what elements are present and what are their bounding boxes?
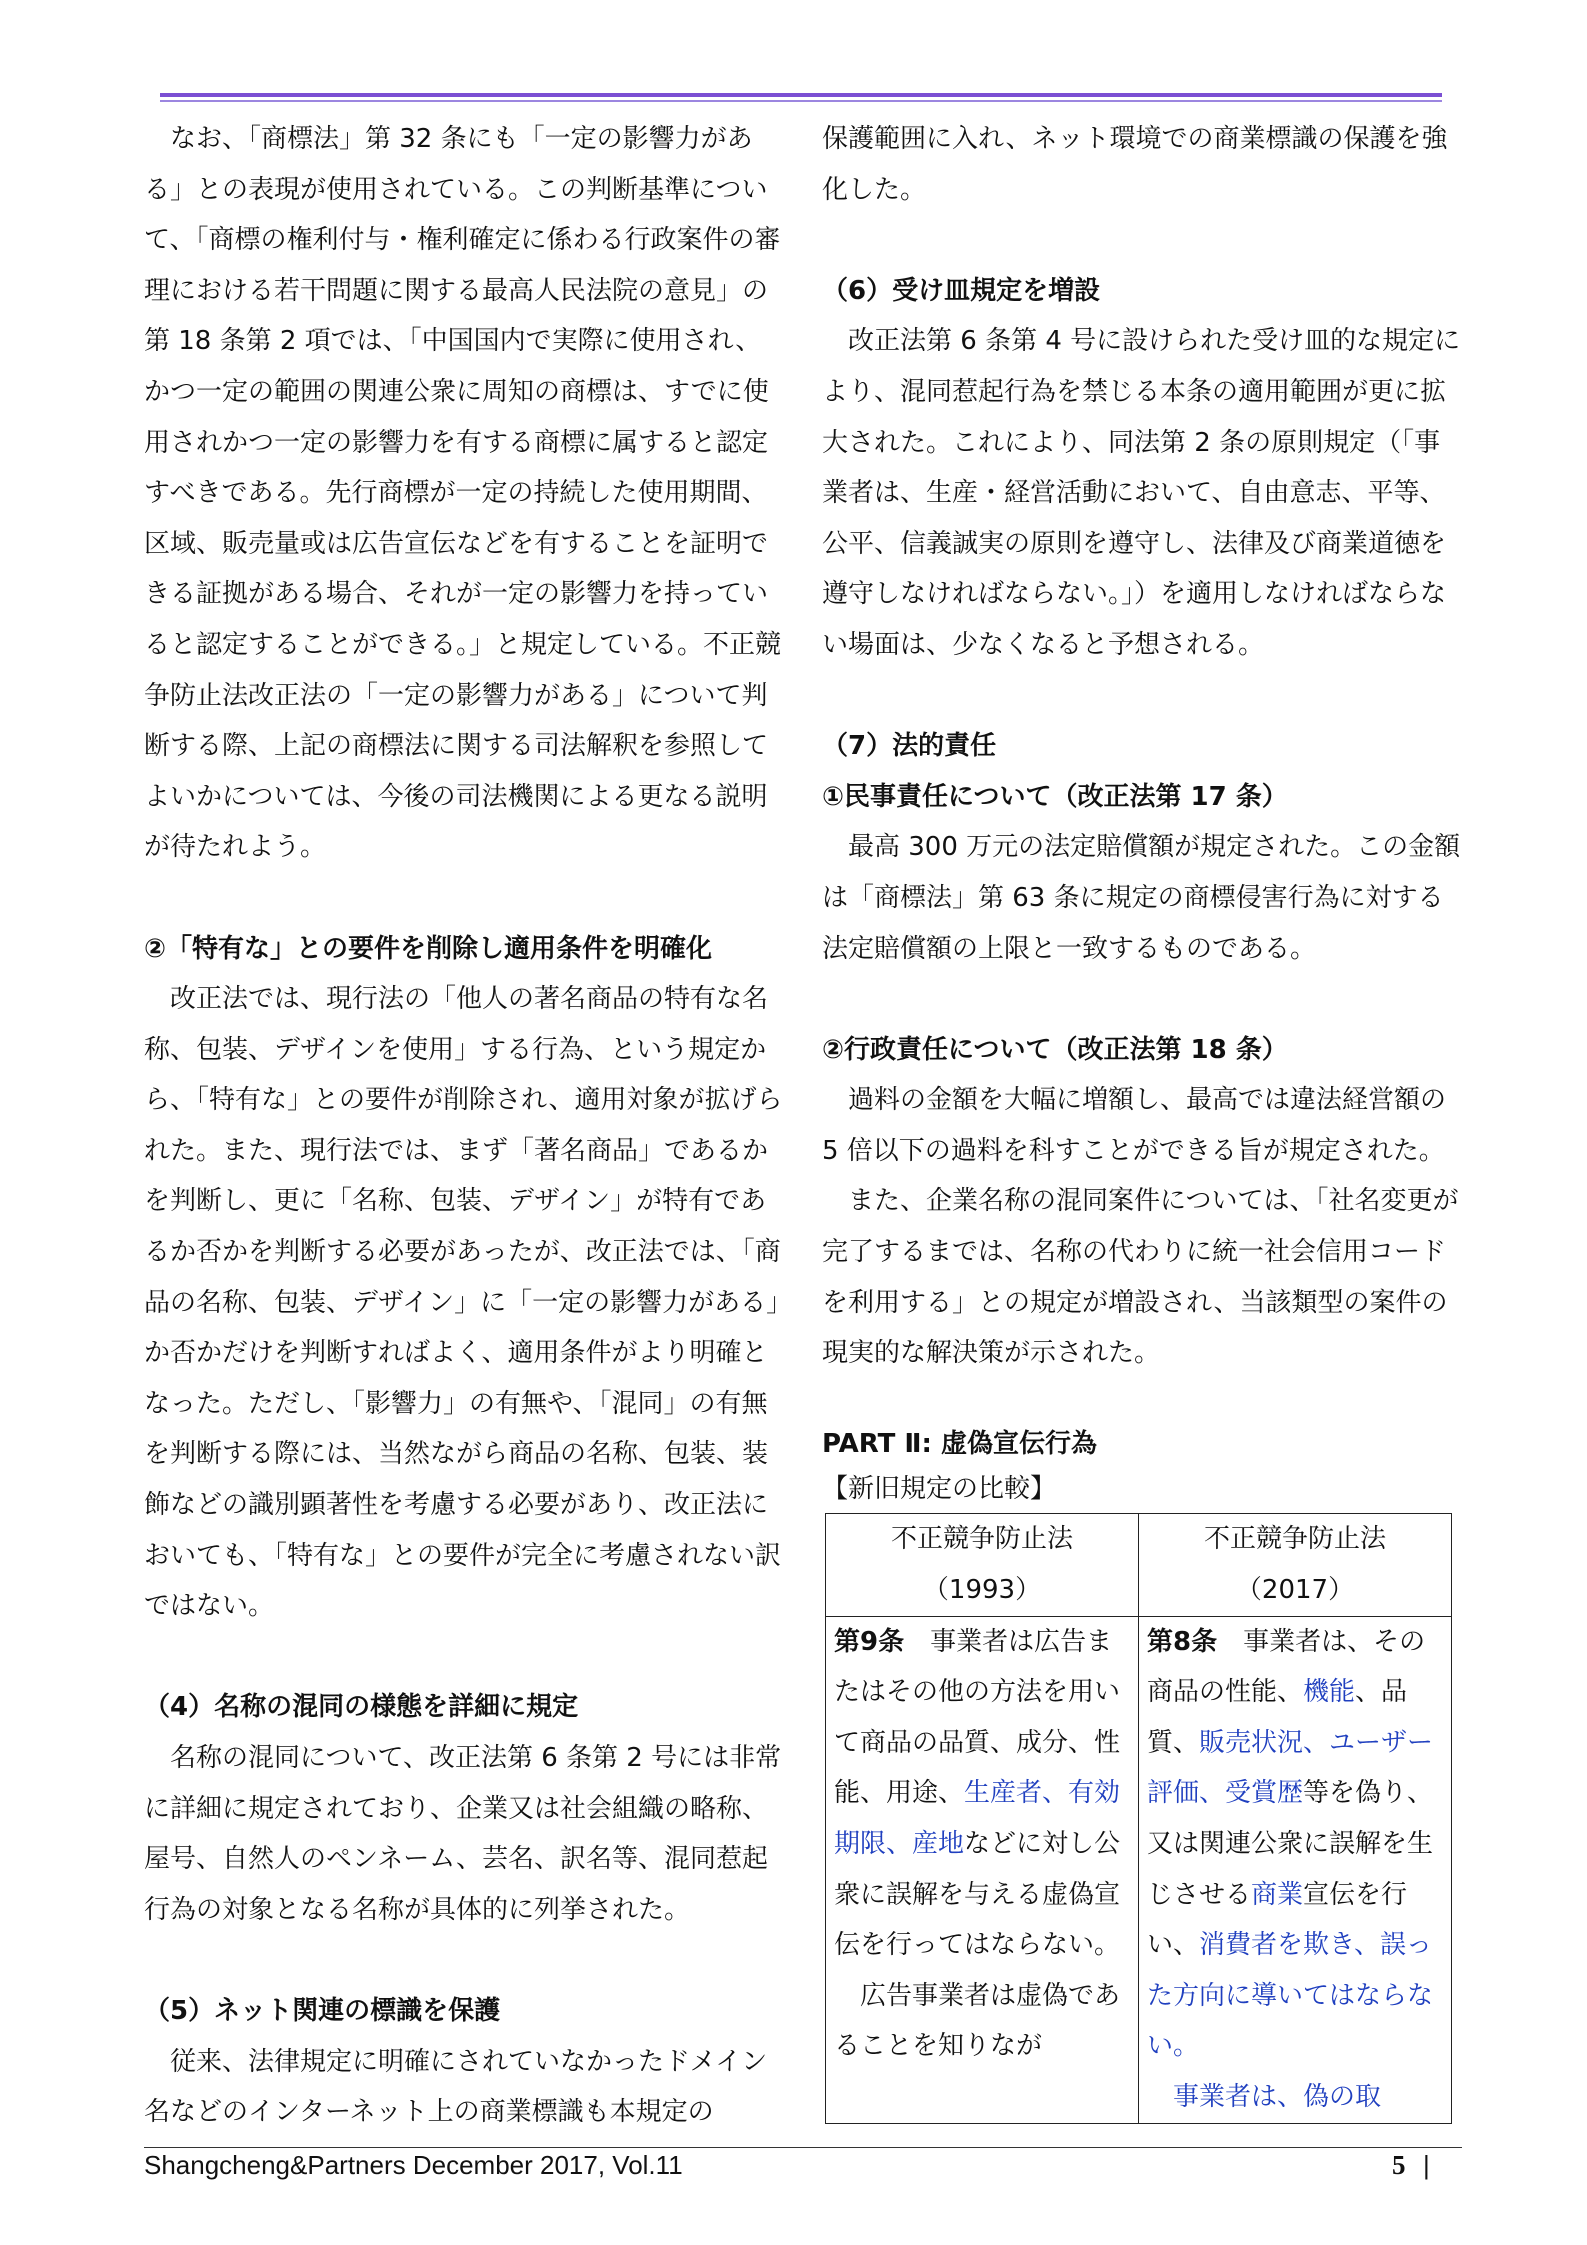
table-row (826, 1616, 1452, 2123)
paragraph-enterprise-name: また、企業名称の混同案件については、「社名変更が完了するまでは、名称の代わりに統一社会信用コードを利用する」との規定が増設され、当該類型の案件の現実的な解決策が示された。 (822, 1186, 1459, 1369)
new-text-3: 等を偽り、又は関連公衆に誤解を生じさせる (1147, 1778, 1434, 1910)
footer-rule (144, 2147, 1462, 2148)
paragraph-influence: なお、「商標法」第 32 条にも「一定の影響力がある」との表現が使用されている。この判断基準について、「商標の権利付与・権利確定に係わる行政案件の審理における若干問題に関する最高人民法院の意見」の第 18 条第 2 項では、「中国国内で実際に使用され、かつ一定の範囲の関連公衆に周知の商標は、すでに使用されかつ一定の影響力を有する商標に属すると認定すべきである。先行商標が一定の持続した使用期間、区域、販売量或は広告宣伝などを有することを証明できる証拠がある場合、それが一定の影響力を持っていると認定することができる。」と規定している。不正競争防止法改正法の「一定の影響力がある」について判断する際、上記の商標法に関する司法解釈を参照してよいかについては、今後の司法機関による更なる説明が待たれよう。 (144, 124, 782, 863)
new-text-2: 、品質、 (1147, 1677, 1408, 1758)
cell-new-article (1139, 1616, 1452, 2123)
header-year-2017: （2017） (1235, 1575, 1355, 1606)
right-column (822, 114, 1462, 2124)
old-article-number: 第9条 (834, 1626, 905, 1657)
new-highlight-2: 販売状況、ユーザー評価、受賞歴 (1147, 1727, 1434, 1809)
header-year-1993: （1993） (922, 1575, 1042, 1606)
footer-publication: Shangcheng&Partners December 2017, Vol.11 (144, 2150, 683, 2180)
heading-admin-liability: ②行政責任について（改正法第 18 条） (822, 1034, 1288, 1065)
heading-part2: PART Ⅱ: 虚偽宣伝行為 (822, 1428, 1098, 1459)
page-number: 5 (1392, 2150, 1406, 2180)
new-article-number: 第8条 (1147, 1626, 1218, 1657)
new-highlight-3: 商業 (1251, 1879, 1304, 1910)
table-header-1993 (826, 1514, 1139, 1616)
paragraph-net-marks-cont: 保護範囲に入れ、ネット環境での商業標識の保護を強化した。 (822, 124, 1448, 205)
heading-catchall: （6）受け皿規定を増設 (822, 275, 1101, 306)
table-header-row (826, 1514, 1452, 1616)
header-law-1993: 不正競争防止法 (890, 1524, 1073, 1555)
page-separator: | (1423, 2150, 1430, 2180)
paragraph-admin-liability: 過料の金額を大幅に増額し、最高では違法経営額の 5 倍以下の過料を科すことができる旨が規定された。 (822, 1085, 1447, 1166)
new-highlight-5: 事業者は、偽の取 (1173, 2081, 1382, 2112)
paragraph-net-marks: 従来、法律規定に明確にされていなかったドメイン名などのインターネット上の商業標識も本規定の (144, 2046, 768, 2128)
old-highlight-1: 生産者、有効期限、産地 (834, 1778, 1121, 1859)
heading-civil-liability: ①民事責任について（改正法第 17 条） (822, 781, 1288, 812)
left-column (144, 114, 786, 2138)
old-text-3: 広告事業者は虚偽であることを知りなが (834, 1980, 1121, 2062)
label-comparison: 【新旧規定の比較】 (822, 1474, 1057, 1505)
paragraph-name-confusion: 名称の混同について、改正法第 6 条第 2 号には非常に詳細に規定されており、企業又は社会組織の略称、屋号、自然人のペンネーム、芸名、訳名等、混同惹起行為の対象となる名称が具体的に列挙された。 (144, 1743, 782, 1925)
heading-net-marks: （5）ネット関連の標識を保護 (144, 1995, 501, 2026)
heading-name-confusion: （4）名称の混同の様態を詳細に規定 (144, 1692, 579, 1723)
header-rule (160, 93, 1442, 97)
new-highlight-1: 機能 (1303, 1677, 1356, 1708)
old-text-2: などに対し公衆に誤解を与える虚偽宣伝を行ってはならない。 (834, 1829, 1121, 1961)
new-text-4: 宣伝を行い、 (1147, 1879, 1408, 1961)
header-law-2017: 不正競争防止法 (1203, 1524, 1386, 1555)
old-text-1: 事業者は広告またはその他の方法を用いて商品の品質、成分、性能、用途、 (834, 1626, 1121, 1809)
cell-old-article (826, 1616, 1139, 2123)
comparison-table (825, 1513, 1452, 2123)
paragraph-civil-liability: 最高 300 万元の法定賠償額が規定された。この金額は「商標法」第 63 条に規定の商標侵害行為に対する法定賠償額の上限と一致するものである。 (822, 832, 1461, 964)
paragraph-catchall: 改正法第 6 条第 4 号に設けられた受け皿的な規定により、混同惹起行為を禁じる本条の適用範囲が更に拡大された。これにより、同法第 2 条の原則規定（「事業者は、生産・経営活動において、自由意志、平等、公平、信義誠実の原則を遵守し、法律及び商業道徳を遵守しなければならない。」）を適用しなければならない場面は、少なくなると予想される。 (822, 326, 1461, 660)
heading-liability: （7）法的責任 (822, 731, 997, 762)
heading-distinctive: ②「特有な」との要件を削除し適用条件を明確化 (144, 933, 713, 964)
new-text-1: 事業者は、その商品の性能、 (1147, 1626, 1426, 1708)
paragraph-distinctive: 改正法では、現行法の「他人の著名商品の特有な名称、包装、デザインを使用」する行為、という規定から、「特有な」との要件が削除され、適用対象が拡げられた。また、現行法では、まず「著名商品」であるかを判断し、更に「名称、包装、デザイン」が特有であるか否かを判断する必要があったが、改正法では、「商品の名称、包装、デザイン」に「一定の影響力がある」か否かだけを判断すればよく、適用条件がより明確となった。ただし、「影響力」の有無や、「混同」の有無を判断する際には、当然ながら商品の名称、包装、装飾などの識別顕著性を考慮する必要があり、改正法においても、「特有な」との要件が完全に考慮されない訳ではない。 (144, 984, 783, 1622)
new-highlight-4: 消費者を欺き、誤った方向に導いてはならない。 (1147, 1930, 1434, 2062)
header-rule-thin (160, 100, 1442, 102)
table-header-2017 (1139, 1514, 1452, 1616)
